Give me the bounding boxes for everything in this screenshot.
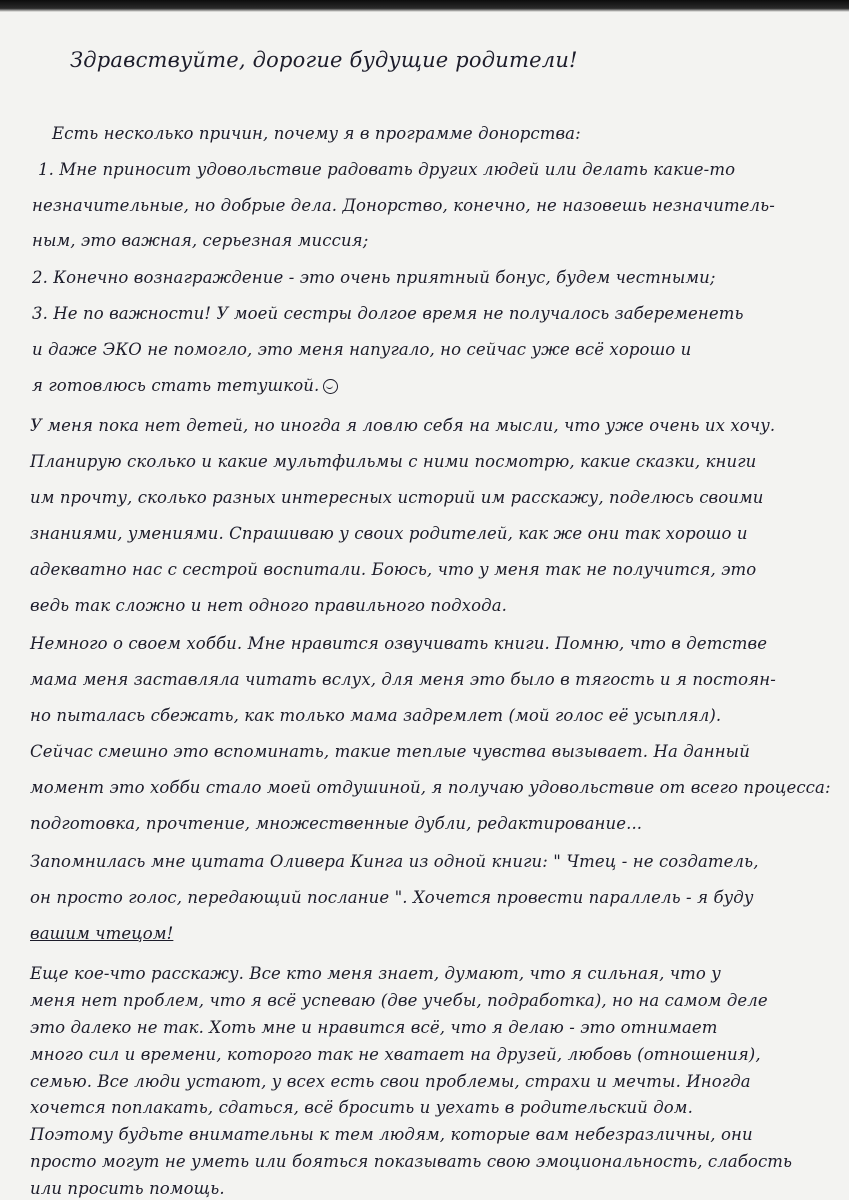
letter-line: мама меня заставляла читать вслух, для меня это было в тягость и я постоян-	[30, 670, 776, 689]
letter-line: Запомнилась мне цитата Оливера Кинга из одной книги: " Чтец - не создатель,	[30, 852, 759, 871]
letter-line: ным, это важная, серьезная миссия;	[32, 231, 369, 250]
letter-line: подготовка, прочтение, множественные дубли, редактирование...	[30, 814, 643, 833]
letter-line: им прочту, сколько разных интересных историй им расскажу, поделюсь своими	[30, 488, 764, 507]
letter-line: меня нет проблем, что я всё успеваю (две учебы, подработка), но на самом деле	[30, 990, 768, 1010]
smiley-icon	[323, 379, 338, 394]
letter-line: я готовлюсь стать тетушкой.	[32, 376, 320, 395]
letter-line: 2. Конечно вознаграждение - это очень приятный бонус, будем честными;	[32, 268, 716, 287]
letter-line: но пыталась сбежать, как только мама задремлет (мой голос её усыплял).	[30, 706, 722, 725]
letter-line: или просить помощь.	[30, 1179, 225, 1198]
letter-line: он просто голос, передающий послание ". Хочется провести параллель - я буду	[30, 888, 754, 907]
letter-line: Еще кое-что расскажу. Все кто меня знает, думают, что я сильная, что у	[30, 964, 721, 983]
letter-line: хочется поплакать, сдаться, всё бросить и уехать в родительский дом.	[30, 1098, 693, 1118]
letter-line: и даже ЭКО не помогло, это меня напугало, но сейчас уже всё хорошо и	[32, 340, 692, 359]
letter-line: просто могут не уметь или бояться показывать свою эмоциональность, слабость	[30, 1152, 793, 1172]
letter-line: Планирую сколько и какие мультфильмы с ними посмотрю, какие сказки, книги	[30, 452, 757, 471]
letter-line: много сил и времени, которого так не хватает на друзей, любовь (отношения),	[30, 1044, 761, 1064]
letter-line: Поэтому будьте внимательны к тем людям, которые вам небезразличны, они	[30, 1125, 753, 1145]
letter-greeting: Здравствуйте, дорогие будущие родители!	[70, 48, 578, 72]
letter-line: вашим чтецом!	[30, 924, 174, 943]
letter-line: Есть несколько причин, почему я в программе донорства:	[52, 124, 581, 143]
letter-line: Немного о своем хобби. Мне нравится озвучивать книги. Помню, что в детстве	[30, 634, 768, 653]
letter-line: знаниями, умениями. Спрашиваю у своих родителей, как же они так хорошо и	[30, 524, 748, 543]
letter-line: адекватно нас с сестрой воспитали. Боюсь, что у меня так не получится, это	[30, 560, 757, 579]
page-top-edge	[0, 0, 849, 12]
letter-line: это далеко не так. Хоть мне и нравится всё, что я делаю - это отнимает	[30, 1017, 718, 1037]
letter-line: У меня пока нет детей, но иногда я ловлю себя на мысли, что уже очень их хочу.	[30, 416, 776, 435]
letter-line: незначительные, но добрые дела. Донорство, конечно, не назовешь незначитель-	[32, 196, 775, 215]
letter-line: 3. Не по важности! У моей сестры долгое время не получалось забеременеть	[32, 304, 744, 323]
letter-line: ведь так сложно и нет одного правильного подхода.	[30, 596, 507, 615]
letter-line: момент это хобби стало моей отдушиной, я получаю удовольствие от всего процесса:	[30, 778, 831, 797]
letter-line: 1. Мне приносит удовольствие радовать других людей или делать какие-то	[38, 160, 736, 179]
letter-line: Сейчас смешно это вспоминать, такие теплые чувства вызывает. На данный	[30, 742, 750, 761]
handwritten-letter-page	[0, 12, 849, 1200]
letter-line: семью. Все люди устают, у всех есть свои проблемы, страхи и мечты. Иногда	[30, 1071, 751, 1091]
